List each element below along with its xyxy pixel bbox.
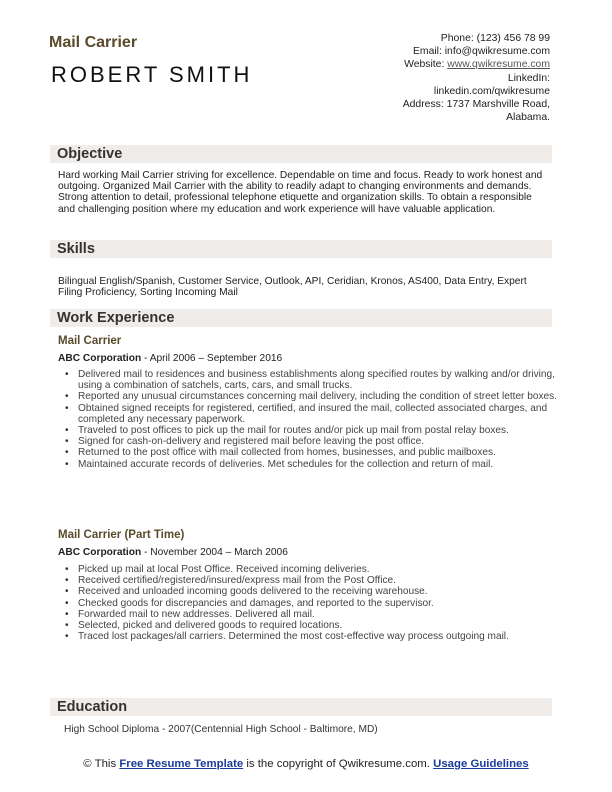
job-2-company-name: ABC Corporation [58,547,142,558]
skills-text: Bilingual English/Spanish, Customer Service, Outlook, API, Ceridian, Kronos, AS400, Data Entry, Expert Filing Proficiency, Sorting Incoming Mail [58,276,527,299]
job-1-role: Mail Carrier [58,335,122,347]
contact-phone: Phone: (123) 456 78 99 [440,33,550,44]
list-item: • Checked goods for discrepancies and damages, and reported to the supervisor. [78,598,572,609]
candidate-name: ROBERT SMITH [51,62,253,87]
list-item: • Received and unloaded incoming goods delivered to the receiving warehouse. [78,586,572,597]
footer-prefix: © This [83,758,120,770]
contact-email: Email: info@qwikresume.com [412,46,550,58]
list-item: • Delivered mail to residences and business establishments along specified routes by walking and/or driving, using a combination of satchels, carts, cars, and small trucks. [78,369,572,391]
job-2-role: Mail Carrier (Part Time) [58,529,185,541]
job-title: Mail Carrier [49,34,138,51]
list-item: • Traveled to post offices to pick up the mail for routes and/or pick up mail from postal relay boxes. [78,425,572,436]
list-item: • Returned to the post office with mail collected from homes, businesses, and public mailboxes. [78,447,572,458]
job-2-dates: - November 2004 – March 2006 [141,547,288,558]
education-text: High School Diploma - 2007(Centennial High School - Baltimore, MD) [64,724,378,735]
objective-section-header [50,145,552,163]
work-section-header [50,309,552,327]
list-item: • Obtained signed receipts for registered, certified, and insured the mail, collected associated charges, and completed any necessary paperwork. [78,403,572,425]
linkedin-link[interactable]: linkedin.com/qwikresume [433,85,550,97]
list-item: • Selected, picked and delivered goods to required locations. [78,620,572,631]
job-1-responsibilities [58,369,572,470]
contact-website [310,58,550,71]
education-heading: Education [57,699,128,715]
usage-guidelines-link[interactable]: Usage Guidelines [433,758,529,770]
job-1-company [58,353,282,364]
list-item: • Received certified/registered/insured/express mail from the Post Office. [78,575,572,586]
list-item: • Reported any unusual circumstances concerning mail delivery, including the condition of street letter boxes. [78,391,572,402]
address-line-1: Address: 1737 Marshville Road, [402,99,550,111]
work-heading: Work Experience [57,310,175,326]
job-2-company [58,547,288,558]
website-label: Website: [404,59,448,71]
list-item: • Maintained accurate records of deliveries. Met schedules for the collection and return of mail. [78,459,572,470]
website-link[interactable]: www.qwikresume.com [447,59,550,71]
address-line-2: Alabama. [506,112,550,124]
job-1-dates: - April 2006 – September 2016 [141,353,283,364]
contact-block [310,32,550,124]
footer-middle: is the copyright of Qwikresume.com. [243,758,434,770]
free-resume-template-link[interactable]: Free Resume Template [119,758,244,770]
skills-section-header [50,240,552,258]
list-item: • Traced lost packages/all carriers. Determined the most cost-effective way process outgoing mail. [78,631,572,642]
list-item: • Forwarded mail to new addresses. Delivered all mail. [78,609,572,620]
objective-heading: Objective [57,146,123,162]
list-item: • Signed for cash-on-delivery and registered mail before leaving the post office. [78,436,572,447]
skills-heading: Skills [57,241,95,257]
job-2-responsibilities [58,564,572,642]
job-1-company-name: ABC Corporation [58,353,142,364]
linkedin-label: LinkedIn: [507,72,550,84]
list-item: • Picked up mail at local Post Office. Received incoming deliveries. [78,564,572,575]
objective-text: Hard working Mail Carrier striving for excellence. Dependable on time and focus. Ready to work honest and outgoing. Organized Mail Carrier with the ability to readily adapt to changing environments and demands. Strong attention to detail, professional telephone etiquette and organization skills. To obtain a responsible and challenging position where my education and work experience will have valuable application. [58,170,543,215]
education-section-header [50,698,552,716]
footer [0,757,612,771]
